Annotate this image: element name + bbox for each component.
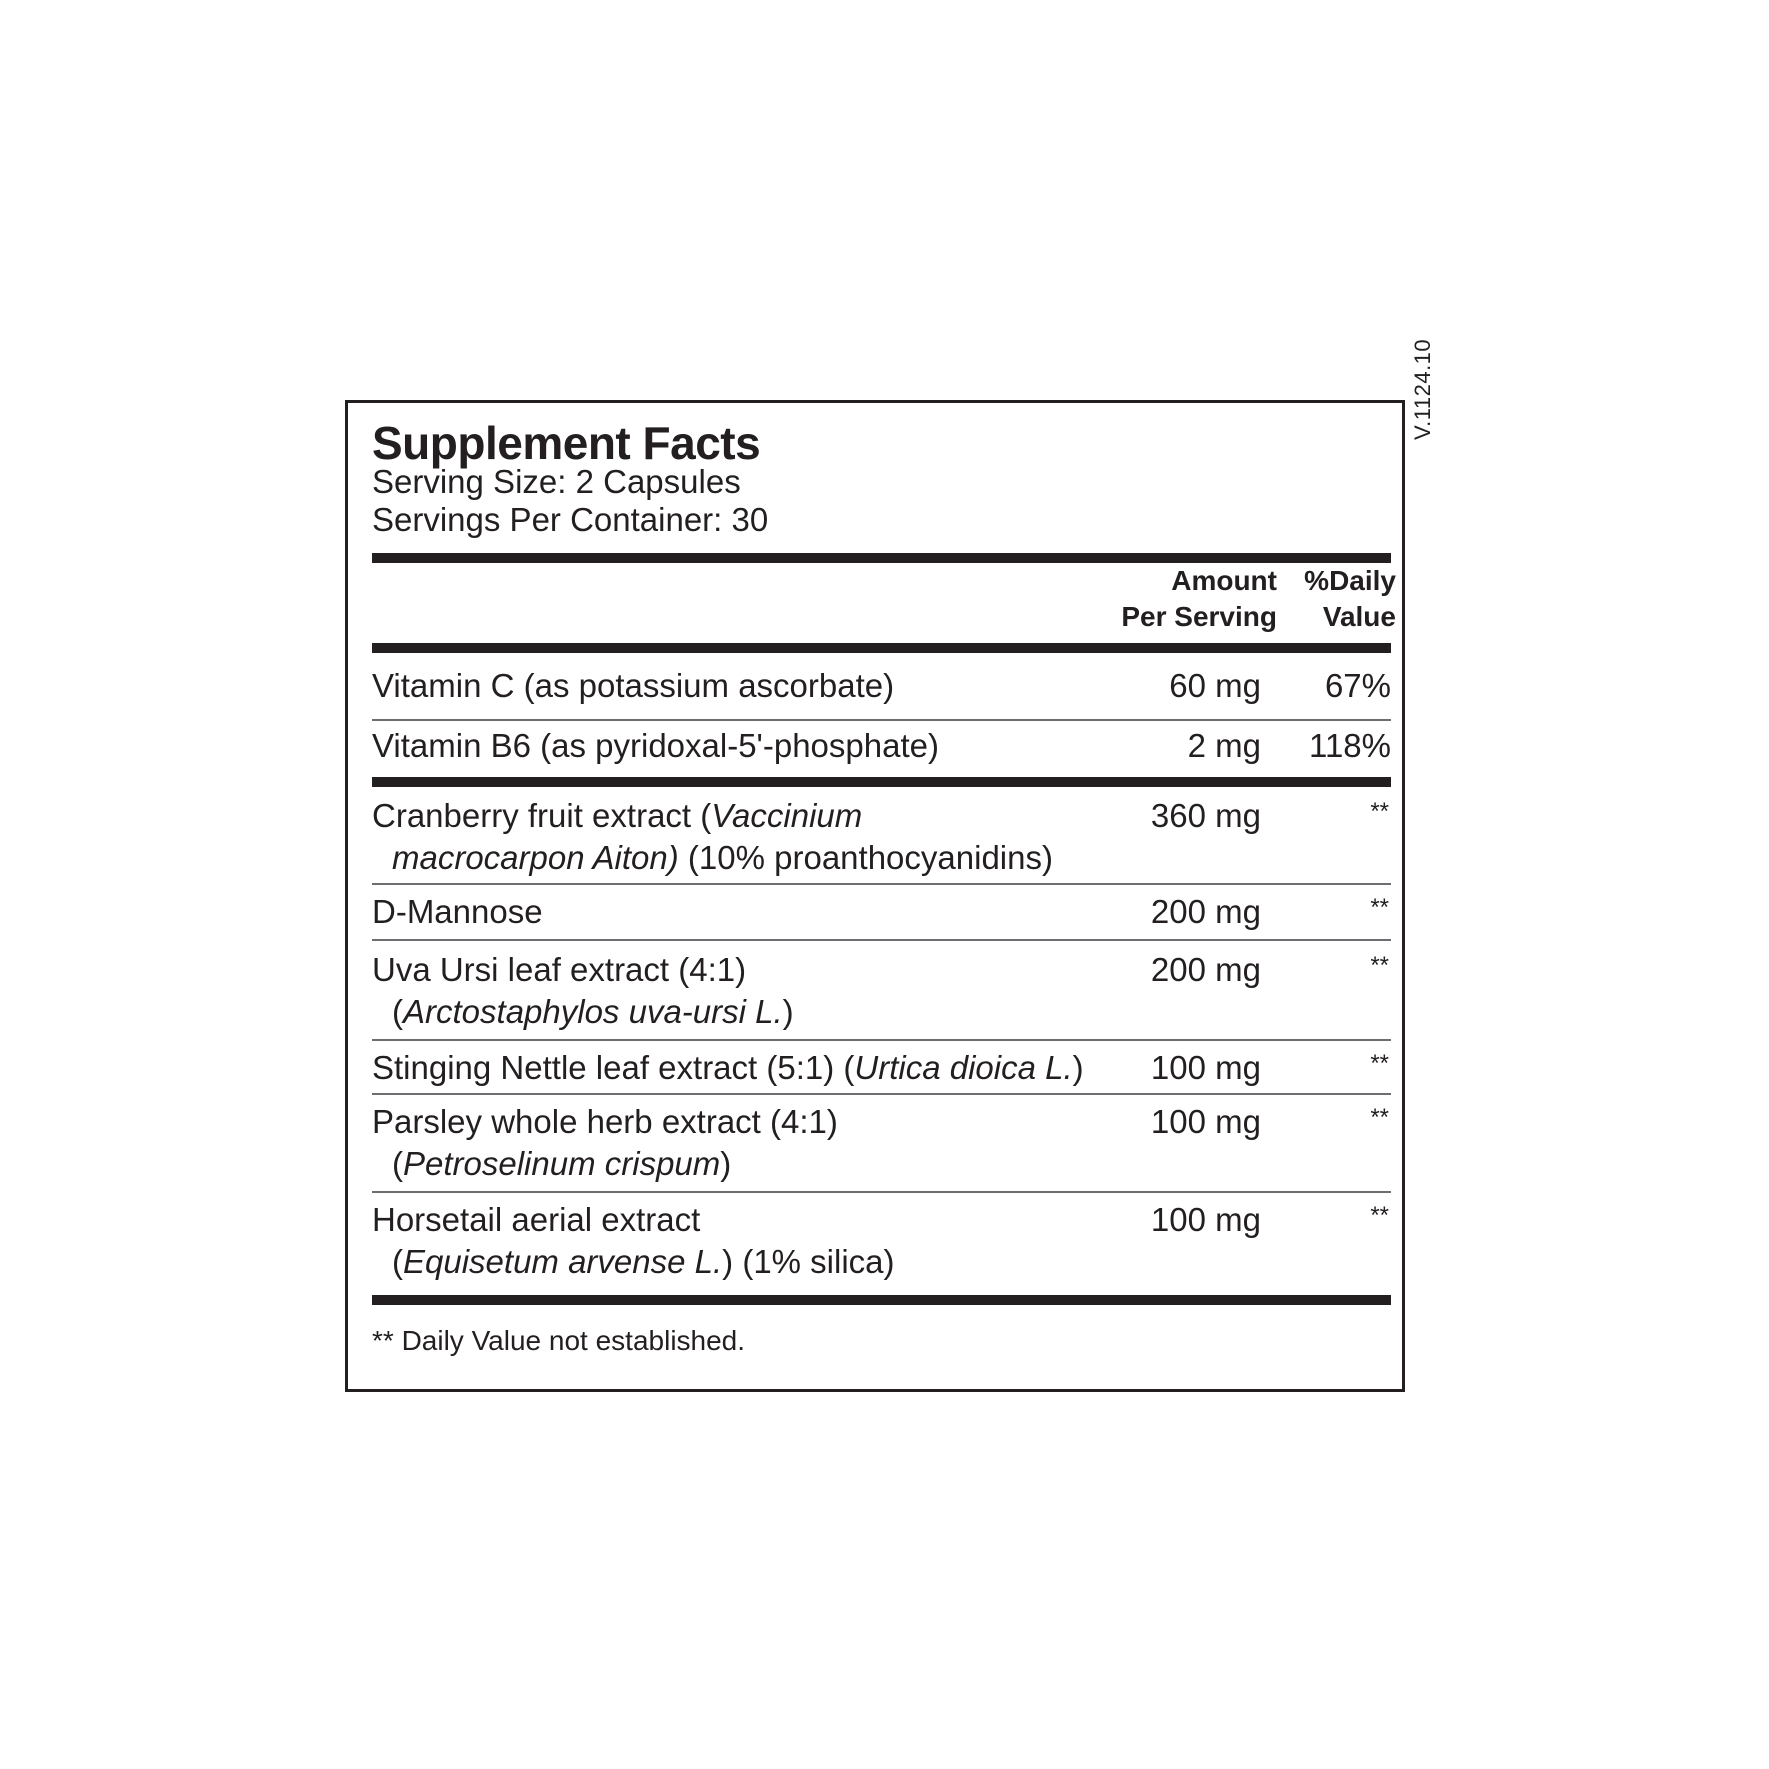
servings-per-container: Servings Per Container: 30 bbox=[372, 501, 769, 538]
ingredient-daily-value: ** bbox=[1370, 952, 1389, 979]
ingredient-amount: 100 mg bbox=[1150, 1201, 1261, 1238]
ingredient-amount: 200 mg bbox=[1150, 951, 1261, 988]
divider-thin bbox=[372, 1039, 1391, 1041]
panel-title: Supplement Facts bbox=[372, 417, 761, 469]
ingredient-daily-value: ** bbox=[1370, 1050, 1389, 1077]
ingredient-name bbox=[372, 1199, 1132, 1283]
divider-thin bbox=[372, 1191, 1391, 1193]
ingredient-name-text: Stinging Nettle leaf extract (5:1) ( bbox=[372, 1049, 855, 1086]
divider-thick bbox=[372, 777, 1391, 787]
ingredient-amount: 100 mg bbox=[1150, 1049, 1261, 1086]
column-header-daily-value bbox=[1304, 563, 1396, 635]
ingredient-latin-name: Vaccinium bbox=[711, 797, 863, 834]
column-header-amount bbox=[1121, 563, 1277, 635]
ingredient-daily-value: ** bbox=[1370, 894, 1389, 921]
nutrient-daily-value: 67% bbox=[1324, 667, 1391, 704]
ingredient-latin-name: Petroselinum crispum bbox=[403, 1145, 721, 1182]
ingredient-amount: 360 mg bbox=[1150, 797, 1261, 834]
ingredient-latin-name: macrocarpon Aiton) bbox=[392, 839, 679, 876]
ingredient-latin-name: Urtica dioica L. bbox=[854, 1049, 1073, 1086]
ingredient-name bbox=[372, 949, 1132, 1033]
ingredient-name bbox=[372, 795, 1132, 879]
ingredient-name-text: (10% proanthocyanidins) bbox=[678, 839, 1053, 876]
version-code: V.1124.10 bbox=[1410, 338, 1435, 440]
divider-thin bbox=[372, 1093, 1391, 1095]
divider-thick bbox=[372, 1295, 1391, 1305]
ingredient-name-line2 bbox=[372, 837, 1132, 879]
divider-thick bbox=[372, 553, 1391, 563]
ingredient-amount: 200 mg bbox=[1150, 893, 1261, 930]
ingredient-name-text: Cranberry fruit extract ( bbox=[372, 797, 712, 834]
nutrient-amount: 60 mg bbox=[1169, 667, 1261, 704]
ingredient-name bbox=[372, 1101, 1132, 1185]
column-header-dv-line2: Value bbox=[1322, 601, 1396, 632]
column-header-dv-line1: %Daily bbox=[1304, 565, 1396, 596]
nutrient-daily-value: 118% bbox=[1309, 727, 1391, 764]
ingredient-name-text: ) bbox=[782, 993, 794, 1030]
ingredient-name-text: Horsetail aerial extract bbox=[372, 1201, 701, 1238]
ingredient-name-text: ( bbox=[392, 1243, 403, 1280]
ingredient-name-line2 bbox=[372, 1143, 1132, 1185]
nutrient-amount: 2 mg bbox=[1187, 727, 1261, 764]
divider-thick bbox=[372, 643, 1391, 653]
ingredient-amount: 100 mg bbox=[1150, 1103, 1261, 1140]
serving-size: Serving Size: 2 Capsules bbox=[372, 463, 741, 500]
ingredient-name bbox=[372, 1047, 1172, 1089]
ingredient-name-line2 bbox=[372, 991, 1132, 1033]
footnote: ** Daily Value not established. bbox=[372, 1325, 746, 1356]
nutrient-name: Vitamin B6 (as pyridoxal-5'-phosphate) bbox=[372, 727, 939, 764]
ingredient-name-line2 bbox=[372, 1241, 1132, 1283]
ingredient-name: D-Mannose bbox=[372, 893, 543, 930]
divider-thin bbox=[372, 719, 1391, 721]
ingredient-latin-name: Arctostaphylos uva-ursi L. bbox=[403, 993, 783, 1030]
ingredient-name-text: ( bbox=[392, 1145, 403, 1182]
divider-thin bbox=[372, 939, 1391, 941]
ingredient-name-text: Uva Ursi leaf extract (4:1) bbox=[372, 951, 747, 988]
ingredient-name-text: ) bbox=[1072, 1049, 1084, 1086]
ingredient-daily-value: ** bbox=[1370, 1104, 1389, 1131]
ingredient-daily-value: ** bbox=[1370, 798, 1389, 825]
column-header-amount-line2: Per Serving bbox=[1121, 601, 1277, 632]
ingredient-name-text: ) (1% silica) bbox=[722, 1243, 895, 1280]
ingredient-daily-value: ** bbox=[1370, 1202, 1389, 1229]
supplement-facts-panel bbox=[345, 400, 1405, 1392]
nutrient-name: Vitamin C (as potassium ascorbate) bbox=[372, 667, 895, 704]
ingredient-latin-name: Equisetum arvense L. bbox=[403, 1243, 723, 1280]
divider-thin bbox=[372, 883, 1391, 885]
ingredient-name-text: ( bbox=[392, 993, 403, 1030]
ingredient-name-text: Parsley whole herb extract (4:1) bbox=[372, 1103, 838, 1140]
column-header-amount-line1: Amount bbox=[1171, 565, 1277, 596]
ingredient-name-text: ) bbox=[720, 1145, 732, 1182]
